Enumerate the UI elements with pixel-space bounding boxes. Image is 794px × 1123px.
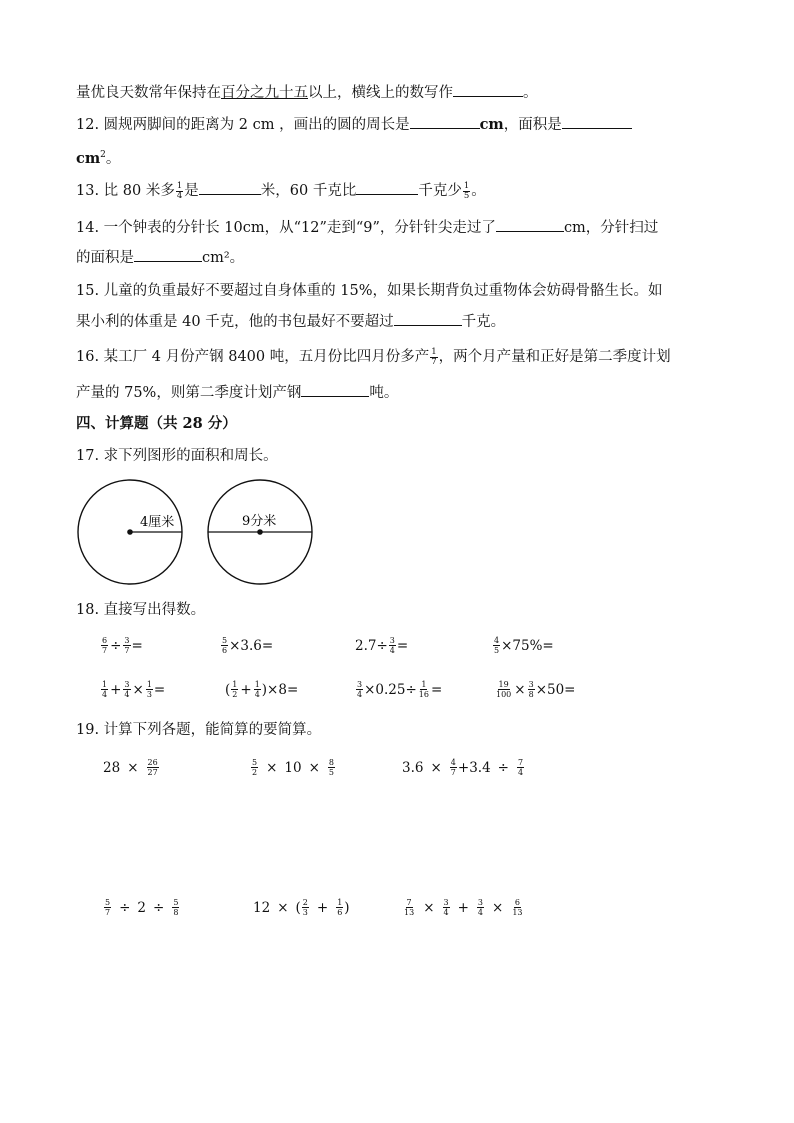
answer-blank[interactable] xyxy=(496,217,564,232)
fraction xyxy=(101,636,108,655)
denominator: 16 xyxy=(418,690,429,699)
answer-blank[interactable] xyxy=(356,180,418,195)
text: 千克少 xyxy=(418,183,462,199)
operator: × xyxy=(132,681,144,698)
answer-blank[interactable] xyxy=(301,382,369,397)
text: 12 xyxy=(253,899,271,916)
question-15-cont xyxy=(76,311,505,332)
denominator: 7 xyxy=(105,908,111,917)
numerator: 1 xyxy=(431,346,437,357)
numerator: 26 xyxy=(147,758,158,767)
numerator: 1 xyxy=(254,680,260,689)
numerator: 1 xyxy=(463,180,470,191)
q18-item xyxy=(100,680,165,699)
numerator: 7 xyxy=(517,758,524,767)
operator: + xyxy=(110,681,122,698)
text: 量优良天数常年保持在 xyxy=(76,85,221,101)
fraction xyxy=(517,758,524,777)
fraction xyxy=(389,636,396,655)
fraction xyxy=(328,758,335,777)
q18-item xyxy=(225,680,298,699)
fraction xyxy=(418,680,430,699)
numerator: 3 xyxy=(124,636,130,645)
answer-blank[interactable] xyxy=(199,180,261,195)
operator: × xyxy=(430,759,442,776)
unit: cm xyxy=(479,116,504,133)
text: 28 xyxy=(103,759,121,776)
q18-item xyxy=(220,636,273,655)
text: 13. 比 80 米多 xyxy=(76,183,175,199)
text: 3.6 xyxy=(402,759,424,776)
denominator: 4 xyxy=(357,690,363,699)
question-15 xyxy=(76,281,663,301)
answer-blank[interactable] xyxy=(410,114,480,129)
denominator: 5 xyxy=(328,768,334,777)
numerator: 5 xyxy=(252,758,258,767)
answer-blank[interactable] xyxy=(394,311,462,326)
operator: + xyxy=(316,899,329,916)
text: 16. 某工厂 4 月份产钢 8400 吨，五月份比四月份多产 xyxy=(76,349,430,365)
text: 。 xyxy=(105,150,121,167)
numerator: 3 xyxy=(389,636,395,645)
numerator: 4 xyxy=(494,636,500,645)
denominator: 6 xyxy=(337,908,343,917)
radius-label: 4厘米 xyxy=(140,515,175,530)
fraction xyxy=(495,680,512,699)
numerator: 2 xyxy=(302,898,308,907)
denominator: 4 xyxy=(517,768,524,777)
text: ，面积是 xyxy=(503,117,562,133)
numerator: 7 xyxy=(406,898,412,907)
fraction xyxy=(493,636,500,655)
denominator: 8 xyxy=(173,908,179,917)
text: 2.7÷ xyxy=(355,637,388,654)
denominator: 7 xyxy=(431,356,437,367)
denominator: 27 xyxy=(147,768,158,777)
numerator: 3 xyxy=(357,680,363,689)
text: ( xyxy=(225,681,231,698)
fraction xyxy=(528,680,535,699)
denominator: 5 xyxy=(494,646,500,655)
text: 米，60 千克比 xyxy=(260,183,357,199)
q19-item xyxy=(402,758,525,777)
fraction xyxy=(251,758,258,777)
numerator: 1 xyxy=(337,898,343,907)
numerator: 1 xyxy=(146,680,152,689)
text: 10 xyxy=(284,759,302,776)
question-14-cont xyxy=(76,247,244,268)
question-18: 18. 直接写出得数。 xyxy=(76,602,206,618)
text: ×50= xyxy=(535,681,576,698)
numerator: 5 xyxy=(105,898,111,907)
center-dot xyxy=(127,529,133,535)
numerator: 3 xyxy=(443,898,449,907)
numerator: 3 xyxy=(124,680,130,689)
denominator: 4 xyxy=(443,908,449,917)
denominator: 4 xyxy=(254,690,260,699)
diameter-label: 9分米 xyxy=(242,514,277,529)
denominator: 7 xyxy=(450,768,456,777)
underlined-text: 百分之九十五 xyxy=(221,85,308,101)
operator: × xyxy=(492,899,504,916)
text: ×75%= xyxy=(501,637,554,654)
question-19: 19. 计算下列各题，能简算的要简算。 xyxy=(76,722,322,738)
fraction xyxy=(254,680,261,699)
numerator: 5 xyxy=(222,636,228,645)
superscript: 2 xyxy=(100,150,106,160)
operator: + xyxy=(240,681,252,698)
numerator: 3 xyxy=(528,680,534,689)
fraction xyxy=(231,680,238,699)
text: 以上，横线上的数写作 xyxy=(308,85,453,101)
denominator: 13 xyxy=(512,908,523,917)
denominator: 5 xyxy=(463,190,470,201)
denominator: 4 xyxy=(102,690,108,699)
denominator: 2 xyxy=(232,690,238,699)
text: 的面积是 xyxy=(76,250,134,266)
text: cm，分针扫过 xyxy=(563,220,659,236)
operator: ÷ xyxy=(110,637,122,654)
fraction xyxy=(511,898,523,917)
fraction xyxy=(463,182,470,201)
fraction xyxy=(147,758,159,777)
text: ，两个月产量和正好是第二季度计划 xyxy=(438,349,671,365)
q18-item xyxy=(492,636,554,655)
operator: + xyxy=(457,899,469,916)
numerator: 19 xyxy=(498,680,509,689)
numerator: 4 xyxy=(450,758,456,767)
denominator: 7 xyxy=(102,646,108,655)
unit: cm xyxy=(76,149,101,167)
denominator: 7 xyxy=(124,646,130,655)
denominator: 3 xyxy=(146,690,152,699)
denominator: 8 xyxy=(528,690,534,699)
numerator: 6 xyxy=(102,636,108,645)
numerator: 5 xyxy=(173,898,179,907)
denominator: 100 xyxy=(496,690,512,699)
operator: × xyxy=(277,899,289,916)
fraction xyxy=(443,898,450,917)
text: 吨。 xyxy=(369,385,399,401)
fraction xyxy=(450,758,457,777)
text: 是 xyxy=(184,183,199,199)
question-16 xyxy=(76,347,671,367)
text: = xyxy=(396,637,409,654)
numerator: 1 xyxy=(102,680,108,689)
text: 果小利的体重是 40 千克，他的书包最好不要超过 xyxy=(76,314,394,330)
fraction xyxy=(123,680,130,699)
fraction xyxy=(477,898,484,917)
text: ×3.6= xyxy=(229,637,274,654)
fraction xyxy=(356,680,363,699)
denominator: 4 xyxy=(176,190,183,201)
q19-item xyxy=(402,898,525,917)
operator: × xyxy=(514,681,526,698)
denominator: 4 xyxy=(389,646,395,655)
text: +3.4 xyxy=(457,759,491,776)
q19-item xyxy=(103,898,180,917)
denominator: 2 xyxy=(252,768,258,777)
fraction xyxy=(104,898,111,917)
q19-item xyxy=(103,758,160,777)
operator: ÷ xyxy=(497,759,509,776)
denominator: 13 xyxy=(404,908,415,917)
text: 。 xyxy=(523,85,538,101)
operator: ÷ xyxy=(119,899,131,916)
answer-blank[interactable] xyxy=(453,82,523,97)
q19-item xyxy=(253,898,350,917)
numerator: 1 xyxy=(421,680,427,689)
text: = xyxy=(153,681,166,698)
question-12-unit xyxy=(76,145,120,169)
text: cm²。 xyxy=(202,250,245,266)
text: ) xyxy=(344,899,350,916)
denominator: 3 xyxy=(302,908,308,917)
operator: ÷ xyxy=(153,899,165,916)
q11-continuation xyxy=(76,82,538,103)
fraction xyxy=(302,898,309,917)
fraction xyxy=(146,680,153,699)
answer-blank[interactable] xyxy=(562,114,632,129)
operator: × xyxy=(127,759,139,776)
denominator: 6 xyxy=(222,646,228,655)
text: 。 xyxy=(471,183,486,199)
circle-figures xyxy=(76,478,316,588)
question-17: 17. 求下列图形的面积和周长。 xyxy=(76,448,278,464)
answer-blank[interactable] xyxy=(134,247,202,262)
numerator: 1 xyxy=(176,180,183,191)
text: ( xyxy=(295,899,301,916)
q19-item xyxy=(250,758,336,777)
fraction xyxy=(176,182,183,201)
numerator: 3 xyxy=(477,898,483,907)
text: 15. 儿童的负重最好不要超过自身体重的 15%，如果长期背负过重物体会妨碍骨骼生长。如 xyxy=(76,283,663,299)
question-16-cont xyxy=(76,382,398,403)
numerator: 6 xyxy=(514,898,520,907)
text: = xyxy=(430,681,443,698)
text: 12. 圆规两脚间的距离为 2 cm ，画出的圆的周长是 xyxy=(76,117,410,133)
section-heading: 四、计算题（共 28 分） xyxy=(76,415,237,432)
text: ×0.25÷ xyxy=(364,681,417,698)
fraction xyxy=(336,898,343,917)
text: )×8= xyxy=(261,681,299,698)
q18-item xyxy=(100,636,143,655)
text: 2 xyxy=(137,899,146,916)
text: 千克。 xyxy=(461,314,506,330)
q18-item xyxy=(494,680,576,699)
fraction xyxy=(430,348,437,367)
fraction xyxy=(221,636,228,655)
numerator: 8 xyxy=(328,758,334,767)
text: = xyxy=(131,637,143,654)
fraction xyxy=(123,636,130,655)
fraction xyxy=(101,680,108,699)
operator: × xyxy=(423,899,435,916)
question-14 xyxy=(76,217,658,238)
text: 14. 一个钟表的分针长 10cm，从“12”走到“9”，分针针尖走过了 xyxy=(76,220,496,236)
operator: × xyxy=(266,759,278,776)
center-dot xyxy=(257,529,263,535)
q18-item xyxy=(355,680,442,699)
text: 产量的 75%，则第二季度计划产钢 xyxy=(76,385,302,401)
q18-item xyxy=(355,636,408,655)
numerator: 1 xyxy=(232,680,238,689)
fraction xyxy=(172,898,179,917)
denominator: 4 xyxy=(124,690,130,699)
operator: × xyxy=(308,759,320,776)
question-12 xyxy=(76,114,632,135)
denominator: 4 xyxy=(477,908,483,917)
fraction xyxy=(403,898,415,917)
question-13 xyxy=(76,180,486,201)
